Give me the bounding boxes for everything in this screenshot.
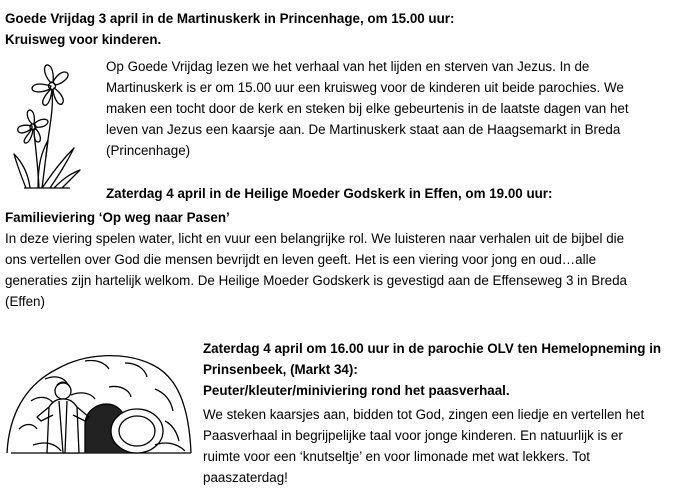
section-subtitle: Peuter/kleuter/miniviering rond het paasverhaal. [203,383,510,398]
body-line: Martinuskerk is er om 15.00 uur een kruisweg voor de kinderen uit beide parochies. We [106,80,624,95]
body-line: Op Goede Vrijdag lezen we het verhaal van het lijden en sterven van Jezus. In de [106,59,590,74]
section-goede-vrijdag-header [5,8,454,50]
section-familieviering-header [106,183,552,204]
section-title-line: Prinsenbeek, (Markt 34): [203,362,358,377]
section-subtitle: Kruisweg voor kinderen. [5,32,162,47]
section-title-line: Zaterdag 4 april om 16.00 uur in de parochie OLV ten Hemelopneming in [203,341,662,356]
empty-tomb-illustration [5,345,195,457]
body-line: paaszaterdag! [203,470,288,485]
body-line: (Effen) [5,294,45,309]
body-line: (Princenhage) [106,143,191,158]
body-line: generaties zijn hartelijk welkom. De Heilige Moeder Godskerk is gevestigd aan de Effenseweg 3 in Breda [5,273,628,288]
daffodil-illustration [8,62,98,192]
body-line: maken een tocht door de kerk en steken bij elke gebeurtenis in de laatste dagen van het [106,101,629,116]
body-line: Paasverhaal in begrijpelijke taal voor jonge kinderen. En natuurlijk is er [203,428,623,443]
body-line: We steken kaarsjes aan, bidden tot God, zingen een liedje en vertellen het [203,407,645,422]
section-miniviering-header [203,338,661,401]
body-line: ruimte voor een ‘knutseltje’ en voor limonade met wat lekkers. Tot [203,449,591,464]
section-goede-vrijdag-body [106,56,629,161]
section-title: Goede Vrijdag 3 april in de Martinuskerk in Princenhage, om 15.00 uur: [5,11,455,26]
body-line: In deze viering spelen water, licht en vuur een belangrijke rol. We luisteren naar verhalen uit de bijbel die [5,231,625,246]
section-familieviering-body [5,207,627,312]
body-line: leven van Jezus een kaarsje aan. De Martinuskerk staat aan de Haagsemarkt in Breda [106,122,621,137]
section-miniviering-body [203,404,644,488]
body-line: ons vertellen over God die mensen bevrijdt en leven geeft. Het is een viering voor jong en oud…alle [5,252,597,267]
section-title: Zaterdag 4 april in de Heilige Moeder Godskerk in Effen, om 19.00 uur: [106,186,553,201]
section-subtitle: Familieviering ‘Op weg naar Pasen’ [5,210,230,225]
